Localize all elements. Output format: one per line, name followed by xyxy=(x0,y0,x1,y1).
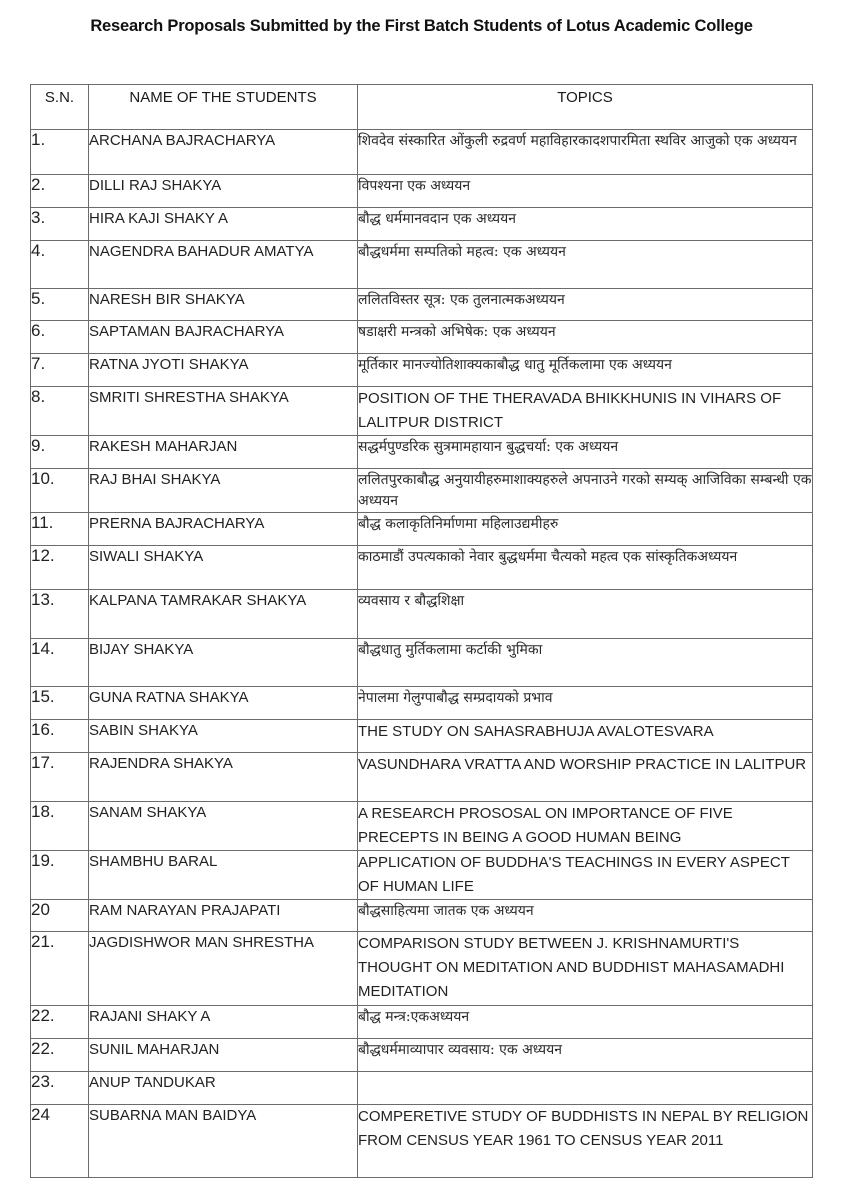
header-serial-number: S.N. xyxy=(31,85,89,130)
serial-number-cell: 18. xyxy=(31,802,89,851)
serial-number-cell: 24 xyxy=(31,1105,89,1178)
serial-number-cell: 22. xyxy=(31,1039,89,1072)
serial-number-cell: 8. xyxy=(31,387,89,436)
topic-cell: बौद्धधातु मुर्तिकलामा कर्टाकी भुमिका xyxy=(358,639,813,687)
topic-cell: काठमाडौं उपत्यकाको नेवार बुद्धधर्ममा चैत्यको महत्व एक सांस्कृतिकअध्ययन xyxy=(358,546,813,590)
table-body xyxy=(31,130,813,1178)
topic-cell xyxy=(358,1072,813,1105)
student-name-cell: SMRITI SHRESTHA SHAKYA xyxy=(89,387,358,436)
topic-cell: शिवदेव संस्कारित ओंकुली रुद्रवर्ण महाविहारकादशपारमिता स्थविर आजुको एक अध्ययन xyxy=(358,130,813,175)
topic-cell: बौद्धधर्ममाव्यापार व्यवसाय: एक अध्ययन xyxy=(358,1039,813,1072)
topic-cell: बौद्धसाहित्यमा जातक एक अध्ययन xyxy=(358,900,813,932)
student-name-cell: HIRA KAJI SHAKY A xyxy=(89,208,358,241)
serial-number-cell: 3. xyxy=(31,208,89,241)
student-name-cell: GUNA RATNA SHAKYA xyxy=(89,687,358,720)
topic-cell: व्यवसाय र बौद्धशिक्षा xyxy=(358,590,813,639)
table-row xyxy=(31,513,813,546)
serial-number-cell: 17. xyxy=(31,753,89,802)
serial-number-cell: 19. xyxy=(31,851,89,900)
serial-number-cell: 11. xyxy=(31,513,89,546)
topic-cell: COMPERETIVE STUDY OF BUDDHISTS IN NEPAL BY RELIGION FROM CENSUS YEAR 1961 TO CENSUS YEAR 2011 xyxy=(358,1105,813,1178)
table-row xyxy=(31,1039,813,1072)
table-row xyxy=(31,590,813,639)
topic-cell: A RESEARCH PROSOSAL ON IMPORTANCE OF FIVE PRECEPTS IN BEING A GOOD HUMAN BEING xyxy=(358,802,813,851)
student-name-cell: SUBARNA MAN BAIDYA xyxy=(89,1105,358,1178)
serial-number-cell: 20 xyxy=(31,900,89,932)
topic-cell: ललितविस्तर सूत्र: एक तुलनात्मकअध्ययन xyxy=(358,289,813,321)
topic-cell: VASUNDHARA VRATTA AND WORSHIP PRACTICE IN LALITPUR xyxy=(358,753,813,802)
table-row xyxy=(31,354,813,387)
serial-number-cell: 21. xyxy=(31,932,89,1006)
table-row xyxy=(31,1072,813,1105)
document-title: Research Proposals Submitted by the First Batch Students of Lotus Academic College xyxy=(90,17,753,35)
student-name-cell: DILLI RAJ SHAKYA xyxy=(89,175,358,208)
student-name-cell: JAGDISHWOR MAN SHRESTHA xyxy=(89,932,358,1006)
table-row xyxy=(31,387,813,436)
student-name-cell: RATNA JYOTI SHAKYA xyxy=(89,354,358,387)
table-row xyxy=(31,639,813,687)
student-name-cell: PRERNA BAJRACHARYA xyxy=(89,513,358,546)
serial-number-cell: 16. xyxy=(31,720,89,753)
table-row xyxy=(31,753,813,802)
student-name-cell: SIWALI SHAKYA xyxy=(89,546,358,590)
student-name-cell: RAJ BHAI SHAKYA xyxy=(89,469,358,513)
serial-number-cell: 15. xyxy=(31,687,89,720)
table-row xyxy=(31,469,813,513)
table-row xyxy=(31,321,813,354)
serial-number-cell: 9. xyxy=(31,436,89,469)
table-row xyxy=(31,720,813,753)
header-topic: TOPICS xyxy=(358,85,813,130)
topic-cell: THE STUDY ON SAHASRABHUJA AVALOTESVARA xyxy=(358,720,813,753)
table-row xyxy=(31,687,813,720)
student-name-cell: BIJAY SHAKYA xyxy=(89,639,358,687)
serial-number-cell: 6. xyxy=(31,321,89,354)
table-row xyxy=(31,289,813,321)
student-name-cell: KALPANA TAMRAKAR SHAKYA xyxy=(89,590,358,639)
topic-cell: मूर्तिकार मानज्योतिशाक्यकाबौद्ध धातु मूर्तिकलामा एक अध्ययन xyxy=(358,354,813,387)
topic-cell: APPLICATION OF BUDDHA'S TEACHINGS IN EVERY ASPECT OF HUMAN LIFE xyxy=(358,851,813,900)
topic-cell: बौद्ध धर्ममानवदान एक अध्ययन xyxy=(358,208,813,241)
serial-number-cell: 22. xyxy=(31,1006,89,1039)
student-name-cell: NAGENDRA BAHADUR AMATYA xyxy=(89,241,358,289)
table-row xyxy=(31,436,813,469)
serial-number-cell: 10. xyxy=(31,469,89,513)
student-name-cell: ARCHANA BAJRACHARYA xyxy=(89,130,358,175)
topic-cell: नेपालमा गेलुग्पाबौद्ध सम्प्रदायको प्रभाव xyxy=(358,687,813,720)
serial-number-cell: 13. xyxy=(31,590,89,639)
student-name-cell: RAM NARAYAN PRAJAPATI xyxy=(89,900,358,932)
table-row xyxy=(31,802,813,851)
header-student-name: NAME OF THE STUDENTS xyxy=(89,85,358,130)
topic-cell: बौद्धधर्ममा सम्पतिको महत्व: एक अध्ययन xyxy=(358,241,813,289)
table-row xyxy=(31,851,813,900)
serial-number-cell: 7. xyxy=(31,354,89,387)
topic-cell: COMPARISON STUDY BETWEEN J. KRISHNAMURTI'S THOUGHT ON MEDITATION AND BUDDHIST MAHASAMADHI MEDITATION xyxy=(358,932,813,1006)
student-name-cell: RAJENDRA SHAKYA xyxy=(89,753,358,802)
proposals-table xyxy=(30,84,813,1178)
student-name-cell: SABIN SHAKYA xyxy=(89,720,358,753)
topic-cell: ललितपुरकाबौद्ध अनुयायीहरुमाशाक्यहरुले अपनाउने गरको सम्यक् आजिविका सम्बन्धी एक अध्ययन xyxy=(358,469,813,513)
topic-cell: सद्धर्मपुण्डरिक सुत्रमामहायान बुद्धचर्या: एक अध्ययन xyxy=(358,436,813,469)
serial-number-cell: 2. xyxy=(31,175,89,208)
serial-number-cell: 1. xyxy=(31,130,89,175)
table-row xyxy=(31,130,813,175)
student-name-cell: SHAMBHU BARAL xyxy=(89,851,358,900)
student-name-cell: RAKESH MAHARJAN xyxy=(89,436,358,469)
table-row xyxy=(31,932,813,1006)
serial-number-cell: 23. xyxy=(31,1072,89,1105)
table-row xyxy=(31,175,813,208)
topic-cell: POSITION OF THE THERAVADA BHIKKHUNIS IN VIHARS OF LALITPUR DISTRICT xyxy=(358,387,813,436)
table-row xyxy=(31,900,813,932)
student-name-cell: NARESH BIR SHAKYA xyxy=(89,289,358,321)
student-name-cell: RAJANI SHAKY A xyxy=(89,1006,358,1039)
topic-cell: बौद्ध कलाकृतिनिर्माणमा महिलाउद्यमीहरु xyxy=(358,513,813,546)
student-name-cell: SANAM SHAKYA xyxy=(89,802,358,851)
table-row xyxy=(31,208,813,241)
serial-number-cell: 5. xyxy=(31,289,89,321)
serial-number-cell: 14. xyxy=(31,639,89,687)
serial-number-cell: 4. xyxy=(31,241,89,289)
table-row xyxy=(31,241,813,289)
student-name-cell: SAPTAMAN BAJRACHARYA xyxy=(89,321,358,354)
student-name-cell: SUNIL MAHARJAN xyxy=(89,1039,358,1072)
topic-cell: षडाक्षरी मन्त्रको अभिषेक: एक अध्ययन xyxy=(358,321,813,354)
table-row xyxy=(31,546,813,590)
serial-number-cell: 12. xyxy=(31,546,89,590)
topic-cell: बौद्ध मन्त्र:एकअध्ययन xyxy=(358,1006,813,1039)
table-row xyxy=(31,1006,813,1039)
table-row xyxy=(31,1105,813,1178)
student-name-cell: ANUP TANDUKAR xyxy=(89,1072,358,1105)
table-header-row xyxy=(31,85,813,130)
topic-cell: विपश्यना एक अध्ययन xyxy=(358,175,813,208)
